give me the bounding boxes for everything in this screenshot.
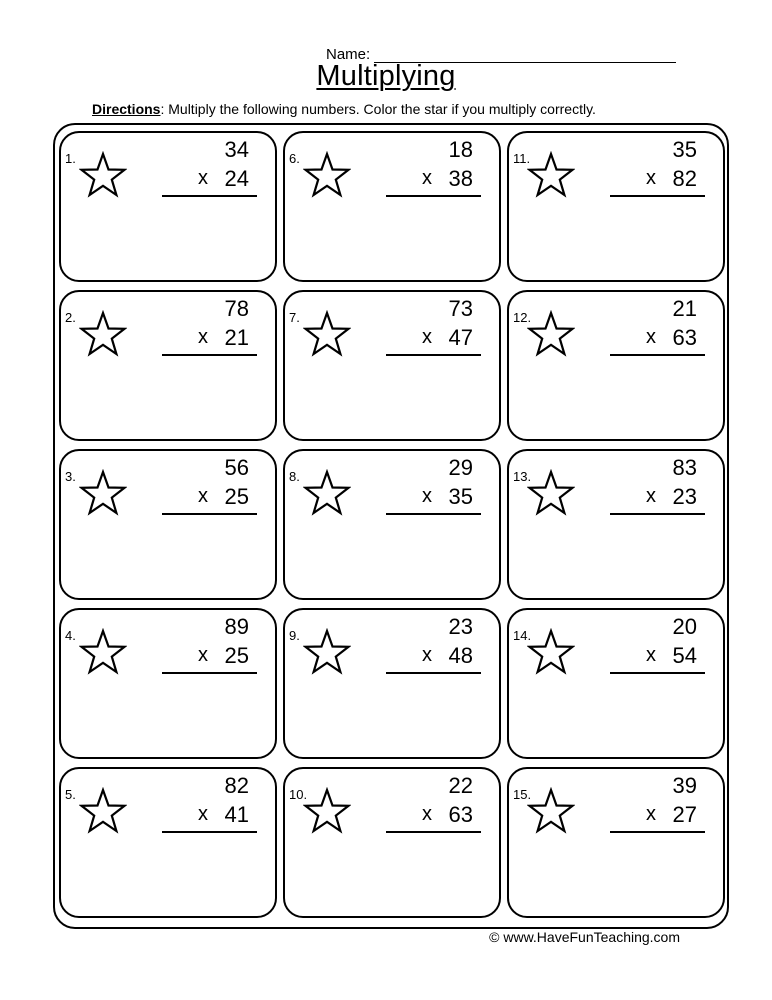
problem-number: 9. <box>289 628 300 643</box>
multiply-sign: x <box>198 644 208 666</box>
answer-line <box>162 195 257 197</box>
star-icon[interactable] <box>303 151 351 199</box>
problem-card <box>507 131 725 282</box>
problem-number: 7. <box>289 310 300 325</box>
answer-line <box>610 513 705 515</box>
problem-card <box>507 767 725 918</box>
answer-line <box>386 513 481 515</box>
answer-line <box>162 354 257 356</box>
answer-line <box>610 672 705 674</box>
multiplier: 35 <box>448 484 473 509</box>
multiply-sign: x <box>422 644 432 666</box>
problem-number: 6. <box>289 151 300 166</box>
name-label: Name: <box>326 46 371 63</box>
problem-card <box>59 131 277 282</box>
star-icon[interactable] <box>527 151 575 199</box>
multiplicand: 73 <box>448 296 473 321</box>
star-icon[interactable] <box>303 628 351 676</box>
multiply-sign: x <box>198 803 208 825</box>
multiplicand: 23 <box>448 614 473 639</box>
star-icon[interactable] <box>79 628 127 676</box>
problem-card <box>59 767 277 918</box>
multiplicand: 34 <box>224 137 249 162</box>
multiplicand: 78 <box>224 296 249 321</box>
star-icon[interactable] <box>79 151 127 199</box>
multiplier: 27 <box>672 802 697 827</box>
multiplicand: 82 <box>224 773 249 798</box>
problem-number: 10. <box>289 787 308 802</box>
multiplicand: 83 <box>672 455 697 480</box>
problem-card <box>283 449 501 600</box>
answer-line <box>162 513 257 515</box>
multiplier: 54 <box>672 643 697 668</box>
answer-line <box>162 672 257 674</box>
problem-card <box>59 449 277 600</box>
multiplicand: 21 <box>672 296 697 321</box>
multiplier: 63 <box>448 802 473 827</box>
problem-number: 2. <box>65 310 76 325</box>
answer-line <box>610 831 705 833</box>
answer-line <box>386 354 481 356</box>
star-icon[interactable] <box>527 787 575 835</box>
multiply-sign: x <box>646 167 656 189</box>
multiplier: 23 <box>672 484 697 509</box>
answer-line <box>610 354 705 356</box>
multiply-sign: x <box>422 326 432 348</box>
multiplicand: 18 <box>448 137 473 162</box>
problem-card <box>507 608 725 759</box>
problem-card <box>283 608 501 759</box>
multiplicand: 29 <box>448 455 473 480</box>
multiplier: 63 <box>672 325 697 350</box>
problem-card <box>59 290 277 441</box>
problem-card <box>59 608 277 759</box>
problem-number: 1. <box>65 151 76 166</box>
problem-number: 11. <box>513 151 531 166</box>
directions-text: : Multiply the following numbers. Color the star if you multiply correctly. <box>160 101 596 117</box>
multiplier: 41 <box>224 802 249 827</box>
directions <box>92 101 596 117</box>
star-icon[interactable] <box>527 310 575 358</box>
answer-line <box>386 195 481 197</box>
multiplicand: 35 <box>672 137 697 162</box>
page-title: Multiplying <box>316 60 456 92</box>
problem-card <box>283 131 501 282</box>
directions-label: Directions <box>92 101 161 117</box>
star-icon[interactable] <box>303 787 351 835</box>
problem-number: 14. <box>513 628 532 643</box>
multiplier: 47 <box>448 325 473 350</box>
multiply-sign: x <box>646 803 656 825</box>
multiply-sign: x <box>422 167 432 189</box>
multiply-sign: x <box>646 644 656 666</box>
problem-card <box>283 290 501 441</box>
problem-number: 3. <box>65 469 76 484</box>
problem-card <box>507 290 725 441</box>
multiply-sign: x <box>646 326 656 348</box>
answer-line <box>162 831 257 833</box>
multiplicand: 89 <box>224 614 249 639</box>
multiplier: 21 <box>224 325 249 350</box>
problem-number: 4. <box>65 628 76 643</box>
multiply-sign: x <box>422 803 432 825</box>
star-icon[interactable] <box>527 628 575 676</box>
problem-number: 15. <box>513 787 532 802</box>
multiply-sign: x <box>198 485 208 507</box>
problem-number: 13. <box>513 469 532 484</box>
multiplicand: 22 <box>448 773 473 798</box>
multiplier: 48 <box>448 643 473 668</box>
multiplicand: 56 <box>224 455 249 480</box>
problem-number: 12. <box>513 310 532 325</box>
answer-line <box>386 672 481 674</box>
star-icon[interactable] <box>527 469 575 517</box>
multiplier: 25 <box>224 643 249 668</box>
star-icon[interactable] <box>303 310 351 358</box>
footer-copyright: © www.HaveFunTeaching.com <box>489 929 680 945</box>
multiplier: 38 <box>448 166 473 191</box>
multiply-sign: x <box>422 485 432 507</box>
problem-card <box>283 767 501 918</box>
multiply-sign: x <box>198 326 208 348</box>
multiply-sign: x <box>646 485 656 507</box>
answer-line <box>610 195 705 197</box>
star-icon[interactable] <box>79 787 127 835</box>
multiply-sign: x <box>198 167 208 189</box>
multiplicand: 20 <box>672 614 697 639</box>
star-icon[interactable] <box>79 469 127 517</box>
multiplier: 24 <box>224 166 249 191</box>
multiplier: 82 <box>672 166 697 191</box>
star-icon[interactable] <box>79 310 127 358</box>
multiplicand: 39 <box>672 773 697 798</box>
star-icon[interactable] <box>303 469 351 517</box>
multiplier: 25 <box>224 484 249 509</box>
answer-line <box>386 831 481 833</box>
problem-number: 5. <box>65 787 76 802</box>
problem-number: 8. <box>289 469 300 484</box>
problem-card <box>507 449 725 600</box>
